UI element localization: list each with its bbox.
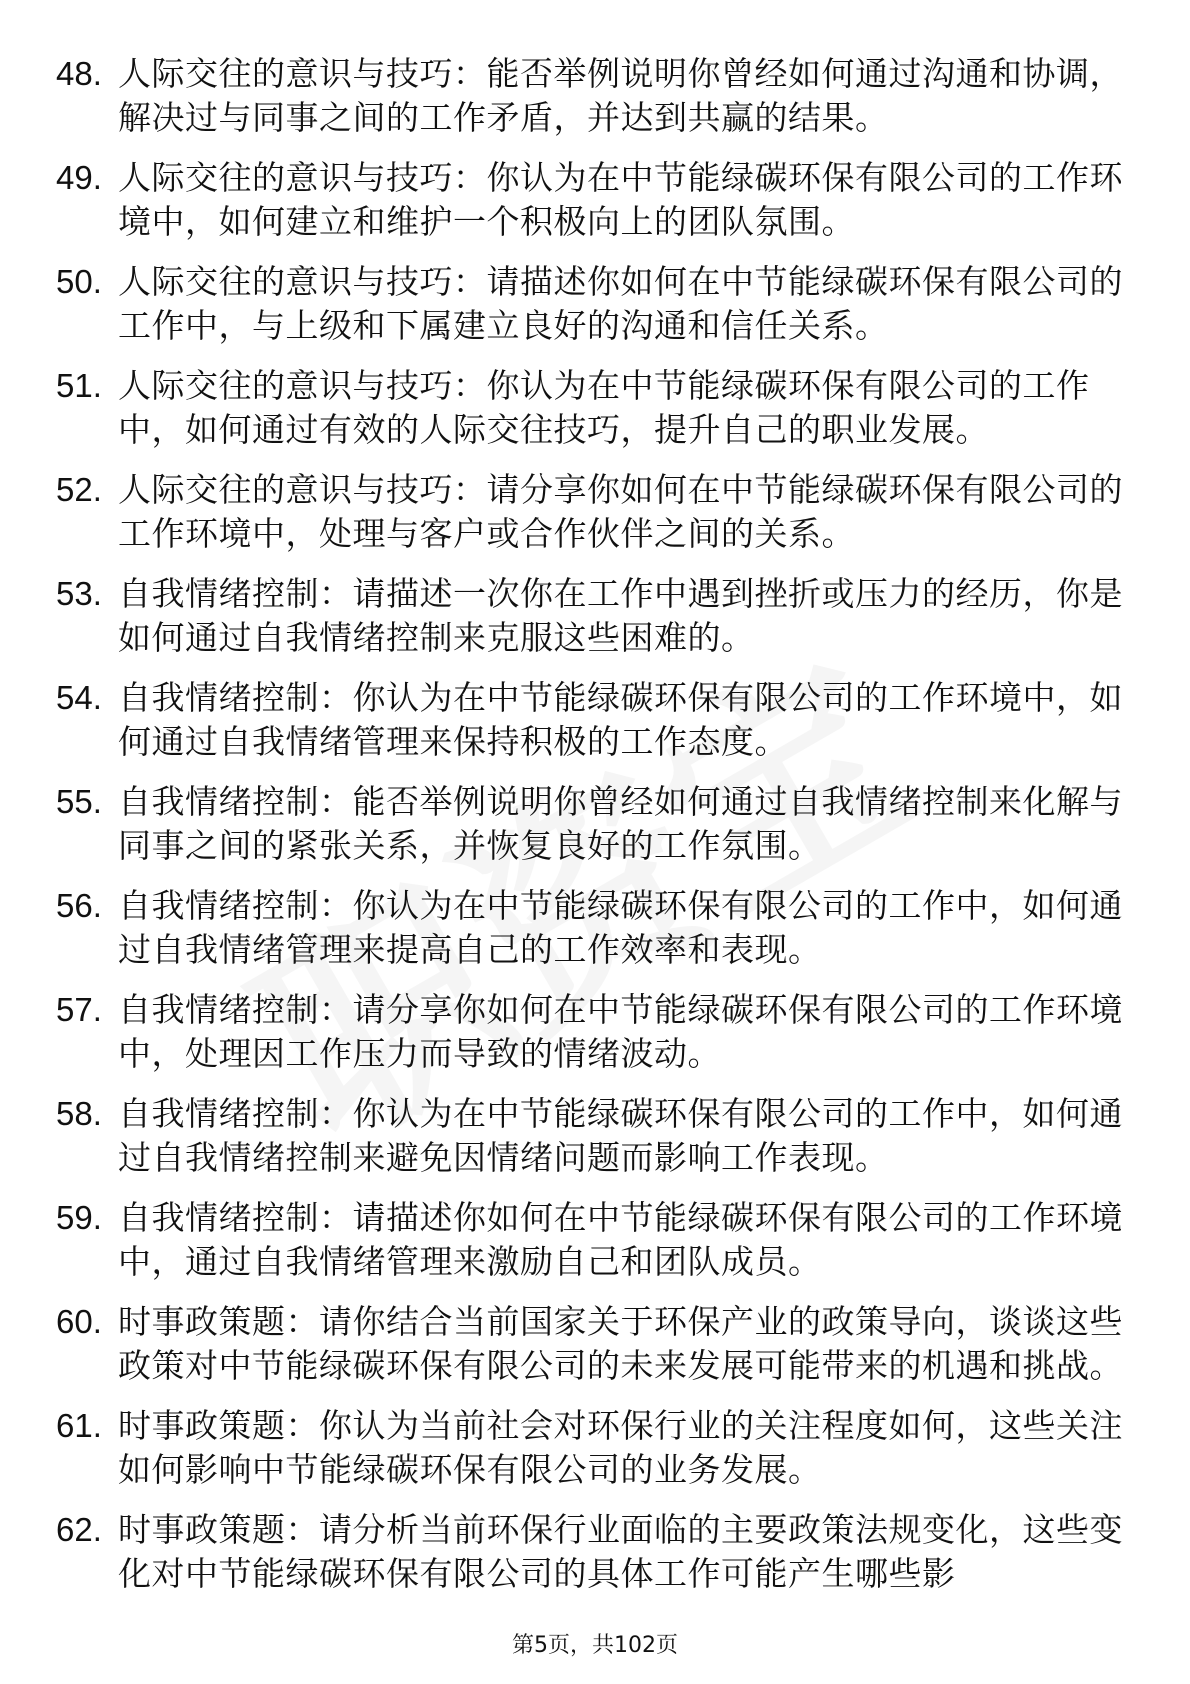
list-item (56, 1196, 1126, 1284)
question-text: 人际交往的意识与技巧：能否举例说明你曾经如何通过沟通和协调，解决过与同事之间的工作矛盾，并达到共赢的结果。 (118, 54, 1123, 137)
question-number: 57. (56, 991, 102, 1028)
question-number: 48. (56, 55, 102, 92)
list-item (56, 260, 1126, 348)
question-text: 自我情绪控制：请描述一次你在工作中遇到挫折或压力的经历，你是如何通过自我情绪控制来克服这些困难的。 (118, 574, 1123, 657)
question-number: 56. (56, 887, 102, 924)
list-item (56, 988, 1126, 1076)
list-item (56, 676, 1126, 764)
question-text: 人际交往的意识与技巧：你认为在中节能绿碳环保有限公司的工作环境中，如何建立和维护一个积极向上的团队氛围。 (118, 158, 1123, 241)
question-text: 人际交往的意识与技巧：你认为在中节能绿碳环保有限公司的工作中，如何通过有效的人际交往技巧，提升自己的职业发展。 (118, 366, 1090, 449)
question-text: 人际交往的意识与技巧：请描述你如何在中节能绿碳环保有限公司的工作中，与上级和下属建立良好的沟通和信任关系。 (118, 262, 1123, 345)
question-text: 时事政策题：请你结合当前国家关于环保产业的政策导向，谈谈这些政策对中节能绿碳环保有限公司的未来发展可能带来的机遇和挑战。 (118, 1302, 1123, 1385)
question-number: 62. (56, 1511, 102, 1548)
list-item (56, 572, 1126, 660)
list-item (56, 52, 1126, 140)
question-text: 自我情绪控制：请分享你如何在中节能绿碳环保有限公司的工作环境中，处理因工作压力而导致的情绪波动。 (118, 990, 1123, 1073)
question-number: 51. (56, 367, 102, 404)
question-text: 时事政策题：请分析当前环保行业面临的主要政策法规变化，这些变化对中节能绿碳环保有限公司的具体工作可能产生哪些影 (118, 1510, 1123, 1593)
question-number: 60. (56, 1303, 102, 1340)
question-text: 自我情绪控制：你认为在中节能绿碳环保有限公司的工作环境中，如何通过自我情绪管理来保持积极的工作态度。 (118, 678, 1123, 761)
question-text: 自我情绪控制：请描述你如何在中节能绿碳环保有限公司的工作环境中，通过自我情绪管理来激励自己和团队成员。 (118, 1198, 1123, 1281)
question-number: 50. (56, 263, 102, 300)
question-number: 49. (56, 159, 102, 196)
list-item (56, 468, 1126, 556)
list-item (56, 884, 1126, 972)
list-item (56, 780, 1126, 868)
page-footer: 第5页，共102页 (512, 1633, 678, 1658)
question-text: 人际交往的意识与技巧：请分享你如何在中节能绿碳环保有限公司的工作环境中，处理与客户或合作伙伴之间的关系。 (118, 470, 1123, 553)
list-item (56, 1300, 1126, 1388)
question-list (56, 52, 1126, 1612)
list-item (56, 1508, 1126, 1596)
question-number: 61. (56, 1407, 102, 1444)
question-text: 自我情绪控制：能否举例说明你曾经如何通过自我情绪控制来化解与同事之间的紧张关系，并恢复良好的工作氛围。 (118, 782, 1123, 865)
list-item (56, 156, 1126, 244)
question-text: 自我情绪控制：你认为在中节能绿碳环保有限公司的工作中，如何通过自我情绪管理来提高自己的工作效率和表现。 (118, 886, 1123, 969)
question-number: 52. (56, 471, 102, 508)
question-number: 54. (56, 679, 102, 716)
list-item (56, 1404, 1126, 1492)
question-text: 时事政策题：你认为当前社会对环保行业的关注程度如何，这些关注如何影响中节能绿碳环保有限公司的业务发展。 (118, 1406, 1123, 1489)
question-number: 55. (56, 783, 102, 820)
question-number: 58. (56, 1095, 102, 1132)
list-item (56, 1092, 1126, 1180)
question-text: 自我情绪控制：你认为在中节能绿碳环保有限公司的工作中，如何通过自我情绪控制来避免因情绪问题而影响工作表现。 (118, 1094, 1123, 1177)
question-number: 59. (56, 1199, 102, 1236)
list-item (56, 364, 1126, 452)
question-number: 53. (56, 575, 102, 612)
